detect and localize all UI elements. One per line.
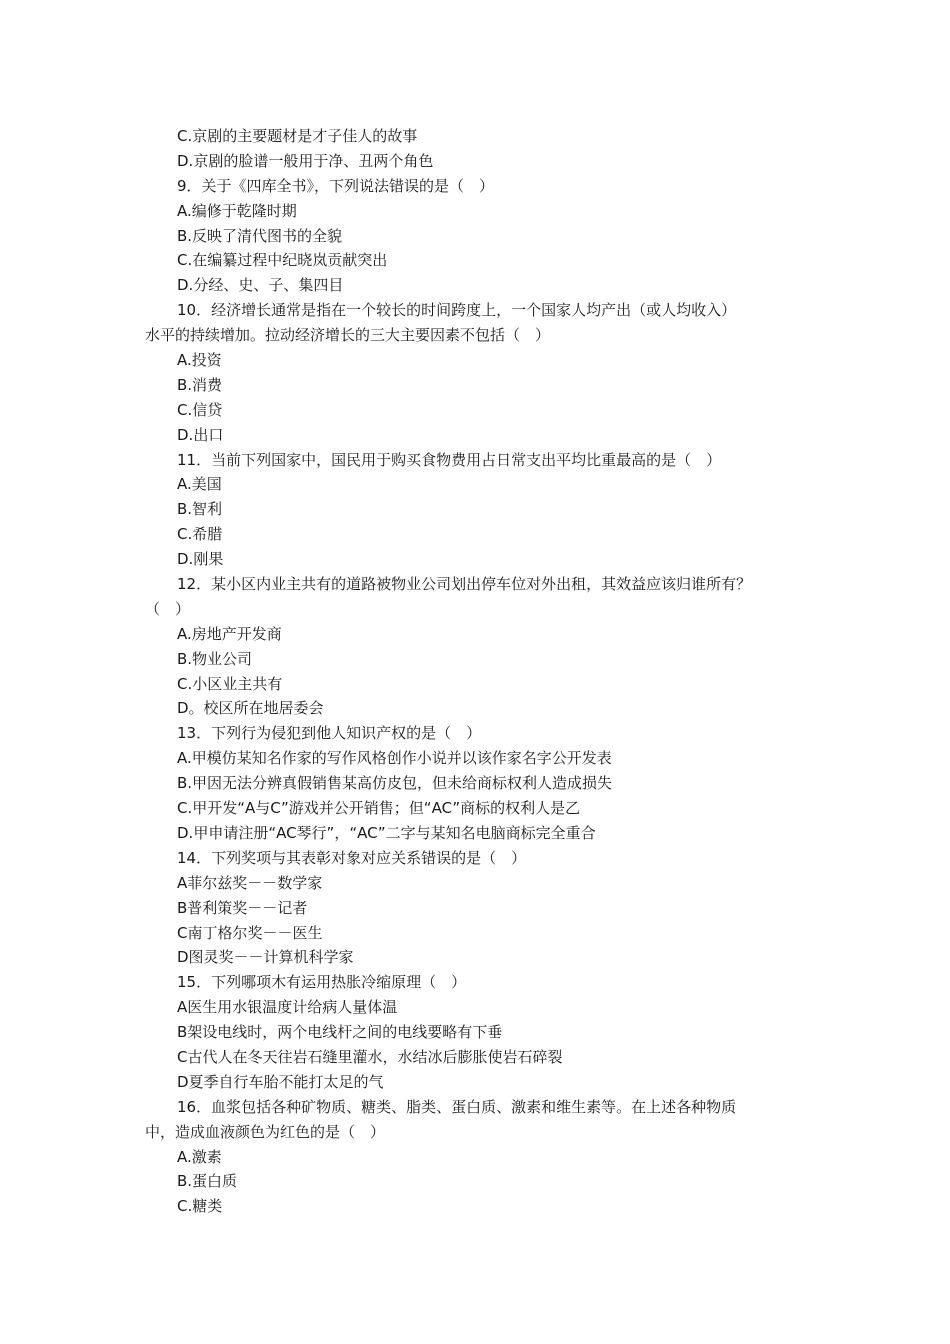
option-a-q16: A.激素: [177, 1147, 222, 1166]
option-c-q15: C古代人在冬天往岩石缝里灌水，水结冰后膨胀使岩石碎裂: [177, 1047, 563, 1066]
option-a-q13: A.甲模仿某知名作家的写作风格创作小说并以该作家名字公开发表: [177, 749, 612, 768]
option-d-q11: D.刚果: [177, 550, 224, 569]
option-c-q16: C.糖类: [177, 1197, 223, 1216]
option-b-q16: B.蛋白质: [177, 1172, 238, 1191]
option-c-q13: C.甲开发“A与C”游戏并公开销售；但“AC”商标的权利人是乙: [177, 799, 581, 818]
option-b-q9: B.反映了清代图书的全貌: [177, 226, 343, 245]
question-13: 13．下列行为侵犯到他人知识产权的是（ ）: [177, 724, 482, 743]
option-d-q9: D.分经、史、子、集四目: [177, 276, 344, 295]
option-b-q13: B.甲因无法分辨真假销售某高仿皮包，但未给商标权利人造成损失: [177, 774, 613, 793]
option-b-q11: B.智利: [177, 500, 223, 519]
option-c-q11: C.希腊: [177, 525, 223, 544]
option-d-q13: D.甲申请注册“AC琴行”，“AC”二字与某知名电脑商标完全重合: [177, 823, 596, 842]
option-c-q12: C.小区业主共有: [177, 674, 283, 693]
question-10-continued: 水平的持续增加。拉动经济增长的三大主要因素不包括（ ）: [145, 326, 551, 345]
option-c-q14: C南丁格尔奖－－医生: [177, 923, 323, 942]
option-b-q15: B架设电线时，两个电线杆之间的电线要略有下垂: [177, 1023, 503, 1042]
document-body: [0, 124, 950, 1219]
option-a-q15: A医生用水银温度计给病人量体温: [177, 998, 398, 1017]
option-b-q10: B.消费: [177, 375, 223, 394]
option-d-q10: D.出口: [177, 425, 224, 444]
question-12-continued: （ ）: [145, 599, 191, 618]
question-9: 9．关于《四库全书》，下列说法错误的是（ ）: [177, 176, 495, 195]
option-d-q12: D。校区所在地居委会: [177, 699, 324, 718]
option-c-q8: C.京剧的主要题材是才子佳人的故事: [177, 127, 418, 145]
option-a-q11: A.美国: [177, 475, 222, 494]
question-11: 11．当前下列国家中，国民用于购买食物费用占日常支出平均比重最高的是（ ）: [177, 450, 722, 469]
option-d-q14: D图灵奖－－计算机科学家: [177, 948, 354, 967]
option-c-q10: C.信贷: [177, 400, 223, 419]
option-a-q12: A.房地产开发商: [177, 624, 282, 643]
question-16: 16．血浆包括各种矿物质、糖类、脂类、蛋白质、激素和维生素等。在上述各种物质: [177, 1097, 737, 1116]
option-a-q14: A菲尔兹奖－－数学家: [177, 873, 323, 892]
option-a-q9: A.编修于乾隆时期: [177, 201, 297, 220]
option-c-q9: C.在编纂过程中纪晓岚贡献突出: [177, 251, 388, 270]
option-a-q10: A.投资: [177, 351, 222, 370]
question-15: 15．下列哪项木有运用热胀冷缩原理（ ）: [177, 973, 467, 992]
option-b-q14: B普利策奖－－记者: [177, 898, 308, 917]
option-b-q12: B.物业公司: [177, 649, 253, 668]
question-14: 14．下列奖项与其表彰对象对应关系错误的是（ ）: [177, 848, 527, 867]
option-d-q8: D.京剧的脸谱一般用于净、丑两个角色: [177, 151, 434, 170]
question-12: 12．某小区内业主共有的道路被物业公司划出停车位对外出租，其效益应该归谁所有？: [177, 575, 752, 594]
option-d-q15: D夏季自行车胎不能打太足的气: [177, 1072, 384, 1091]
question-16-continued: 中，造成血液颜色为红色的是（ ）: [145, 1122, 386, 1141]
question-10: 10．经济增长通常是指在一个较长的时间跨度上，一个国家人均产出（或人均收入）: [177, 301, 737, 320]
